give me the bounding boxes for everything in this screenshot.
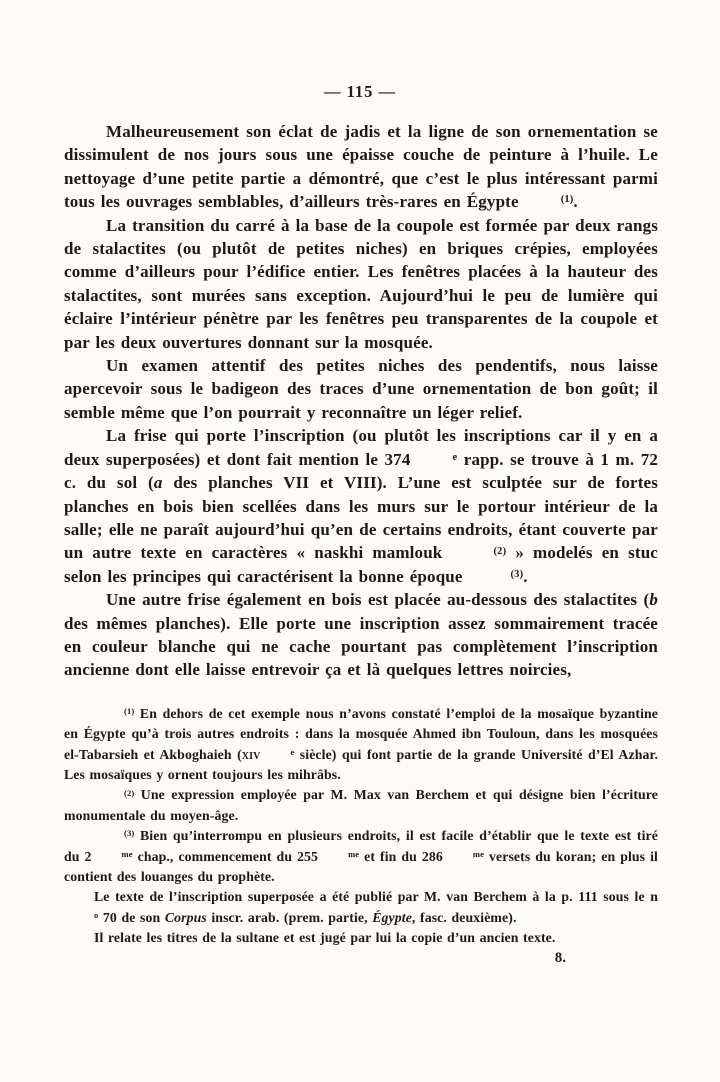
- footnote: Il relate les titres de la sultane et est jugé par lui la copie d’un ancien texte.: [94, 930, 556, 946]
- footnote: (2) Une expression employée par M. Max van Berchem et qui désigne bien l’écriture monumentale du moyen-âge.: [64, 787, 658, 823]
- paragraph: La frise qui porte l’inscription (ou plutôt les inscriptions car il y en a deux superposées) et dont fait mention le 374 e rapp. se trouve à 1 m. 72 c. du sol (a des planches VII et VIII). L’une est sculptée sur de fortes planches en bois bien scellées dans les murs sur le portour intérieur de la salle; elle ne paraît aujourd’hui qu’en de certains endroits, étant couverte par un autre texte en caractères « naskhi mamlouk (2) » modelés en stuc selon les principes qui caractérisent la bonne époque (3).: [64, 426, 658, 586]
- footnote: Le texte de l’inscription superposée a été publié par M. van Berchem à la p. 111 sous le no 70 de son Corpus inscr. arab. (prem. partie, Égypte, fasc. deuxième).: [94, 889, 658, 925]
- body-text-block: [64, 120, 658, 682]
- paragraph: La transition du carré à la base de la coupole est formée par deux rangs de stalactites (ou plutôt de petites niches) en briques crépies, employées comme d’ailleurs pour l’édifice entier. Les fenêtres placées à la hauteur des stalactites, sont murées sans exception. Aujourd’hui le peu de lumière qui éclaire l’intérieur pénètre par les fenêtres peu transparentes de la coupole et par les deux ouvertures donnant sur la mosquée.: [64, 215, 658, 352]
- signature-mark: 8.: [554, 949, 566, 966]
- page-number-header: — 115 —: [323, 82, 397, 101]
- paragraph: Une autre frise également en bois est placée au-dessous des stalactites (b des mêmes planches). Elle porte une inscription assez sommairement tracée en couleur blanche qui ne cache pourtant pas complètement l’inscription ancienne dont elle laisse entrevoir ça et là quelques lettres noircies,: [64, 590, 658, 680]
- paragraph: Malheureusement son éclat de jadis et la ligne de son ornementation se dissimulent de nos jours sous une épaisse couche de peinture à l’huile. Le nettoyage d’une petite partie a démontré, que c’est le plus intéressant parmi tous les ouvrages semblables, d’ailleurs très-rares en Égypte (1).: [64, 122, 658, 212]
- footnotes-block: [64, 704, 658, 949]
- footnote: (1) En dehors de cet exemple nous n’avons constaté l’emploi de la mosaïque byzantine en Égypte qu’à trois autres endroits : dans la mosquée Ahmed ibn Touloun, dans les mosquées el-Tabarsieh et Akboghaieh (xiv e siècle) qui font partie de la grande Université d’El Azhar. Les mosaïques y ornent toujours les mihrâbs.: [64, 705, 658, 782]
- paragraph: Un examen attentif des petites niches des pendentifs, nous laisse apercevoir sous le badigeon des traces d’une ornementation de bon goût; il semble même que l’on pourrait y reconnaître un léger relief.: [64, 356, 658, 422]
- footnote: (3) Bien qu’interrompu en plusieurs endroits, il est facile d’établir que le texte est tiré du 2 me chap., commencement du 255 me et fin du 286 me versets du koran; en plus il contient des louanges du prophète.: [64, 828, 658, 884]
